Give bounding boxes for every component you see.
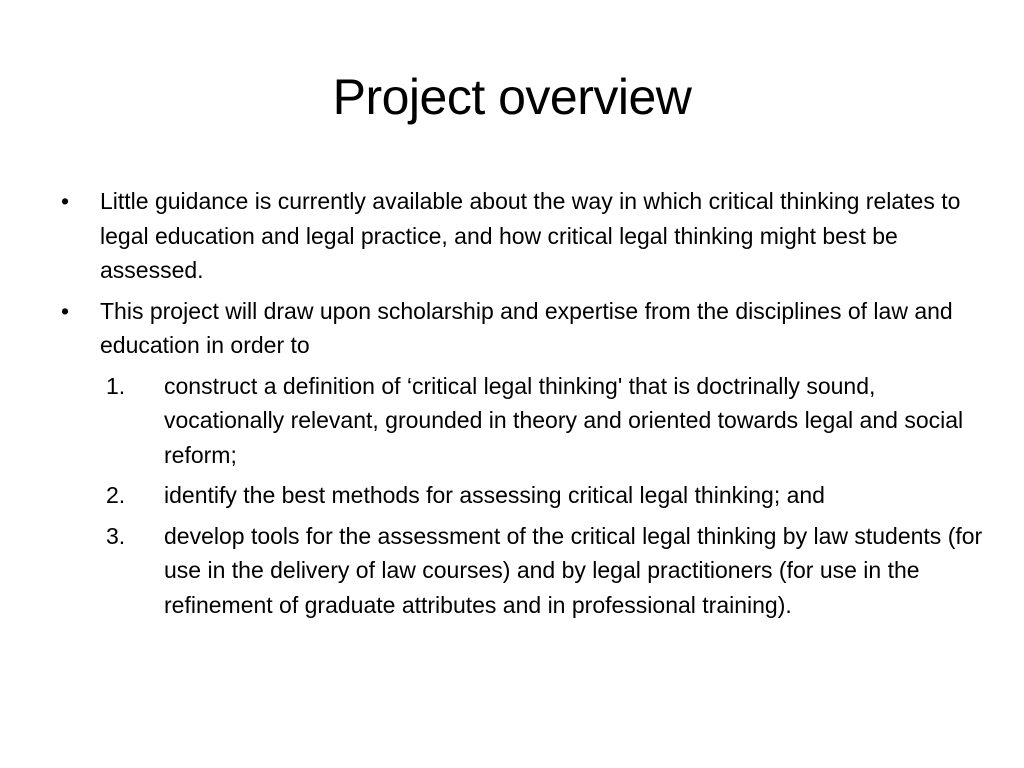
bullet-item	[56, 294, 986, 363]
numbered-text: construct a definition of ‘critical legal thinking' that is doctrinally sound, vocationally relevant, grounded in theory and oriented towards legal and social reform;	[164, 372, 964, 468]
number-marker: 2.	[106, 482, 126, 508]
bullet-marker: •	[61, 188, 70, 214]
slide-content	[56, 184, 986, 628]
numbered-list	[56, 369, 986, 623]
numbered-item	[56, 369, 986, 473]
numbered-text: develop tools for the assessment of the critical legal thinking by law students (for use in the delivery of law courses) and by legal practitioners (for use in the refinement of graduate attributes and in professional training).	[164, 522, 983, 618]
numbered-item	[56, 519, 986, 623]
numbered-text: identify the best methods for assessing critical legal thinking; and	[164, 482, 825, 508]
number-marker: 3.	[106, 522, 126, 549]
bullet-text: Little guidance is currently available about the way in which critical thinking relates to legal education and legal practice, and how critical legal thinking might best be assessed.	[100, 188, 961, 283]
bullet-text: This project will draw upon scholarship and expertise from the disciplines of law and education in order to	[100, 297, 953, 358]
numbered-item	[56, 478, 986, 513]
number-marker: 1.	[106, 372, 126, 399]
bullet-marker: •	[61, 297, 70, 324]
bullet-item	[56, 184, 986, 288]
slide-title: Project overview	[332, 69, 692, 125]
